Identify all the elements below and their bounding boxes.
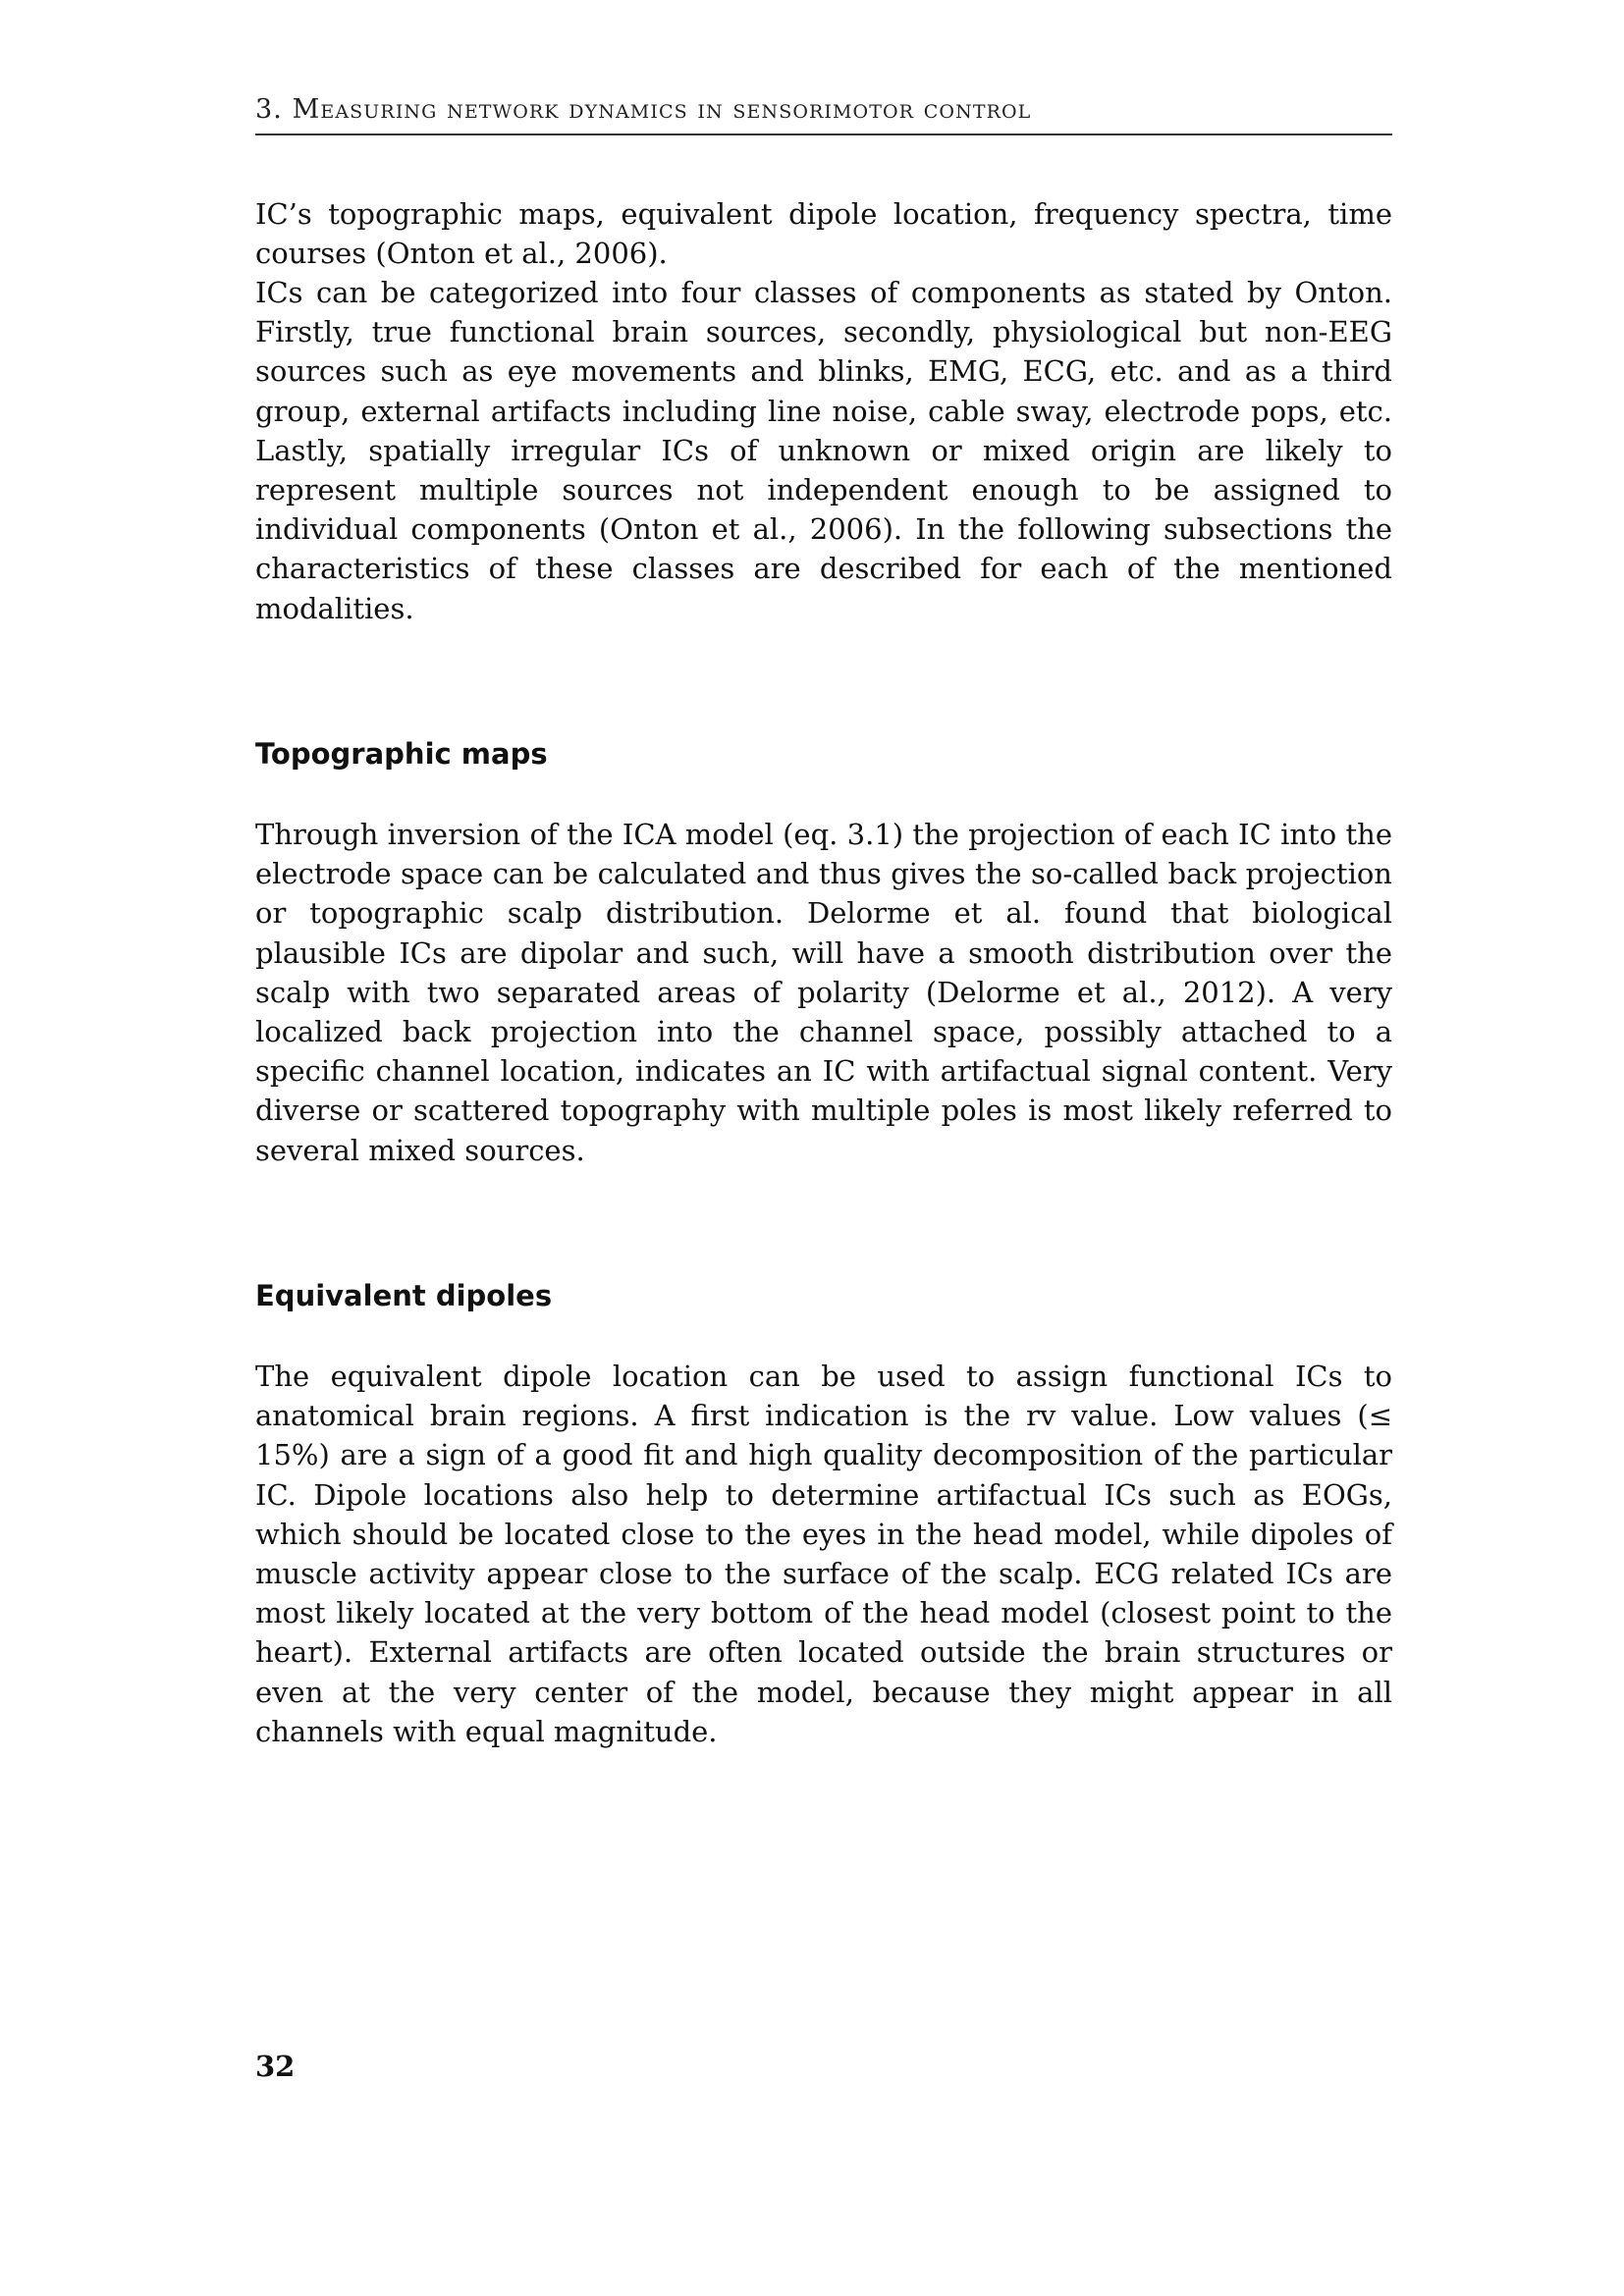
- running-header: [255, 90, 1392, 135]
- page-number: 32: [255, 2050, 296, 2083]
- section-body-equivalent-dipoles: The equivalent dipole location can be used to assign functional ICs to anatomical brain regions. A first indication is the rv value. Low values (≤ 15%) are a sign of a good fit and high quality decomposition of the particular IC. Dipole locations also help to determine artifactual ICs such as EOGs, which should be located close to the eyes in the head model, while dipoles of muscle activity appear close to the surface of the scalp. ECG related ICs are most likely located at the very bottom of the head model (closest point to the heart). External artifacts are often located outside the brain structures or even at the very center of the model, because they might appear in all channels with equal magnitude.: [255, 1360, 1392, 1748]
- section-heading-equivalent-dipoles: Equivalent dipoles: [255, 1279, 553, 1312]
- intro-paragraph-1: IC’s topographic maps, equivalent dipole location, frequency spectra, time courses (Onton et al., 2006).: [255, 197, 1392, 271]
- intro-paragraph-2: ICs can be categorized into four classes of components as stated by Onton. Firstly, true functional brain sources, secondly, physiological but non-EEG sources such as eye movements and blinks, EMG, ECG, etc. and as a third group, external artifacts including line noise, cable sway, electrode pops, etc. Lastly, spatially irregular ICs of unknown or mixed origin are likely to represent multiple sources not independent enough to be assigned to individual components (Onton et al., 2006). In the following subsections the characteristics of these classes are described for each of the mentioned modalities.: [255, 276, 1392, 625]
- section-body-topographic-maps: Through inversion of the ICA model (eq. 3.1) the projection of each IC into the electrode space can be calculated and thus gives the so-called back projection or topographic scalp distribution. Delorme et al. found that biological plausible ICs are dipolar and such, will have a smooth distribution over the scalp with two separated areas of polarity (Delorme et al., 2012). A very localized back projection into the channel space, possibly attached to a specific channel location, indicates an IC with artifactual signal content. Very diverse or scattered topography with multiple poles is most likely referred to several mixed sources.: [255, 818, 1392, 1167]
- section-heading-topographic-maps: Topographic maps: [255, 737, 548, 771]
- chapter-title: 3. Measuring network dynamics in sensorimotor control: [255, 94, 1032, 125]
